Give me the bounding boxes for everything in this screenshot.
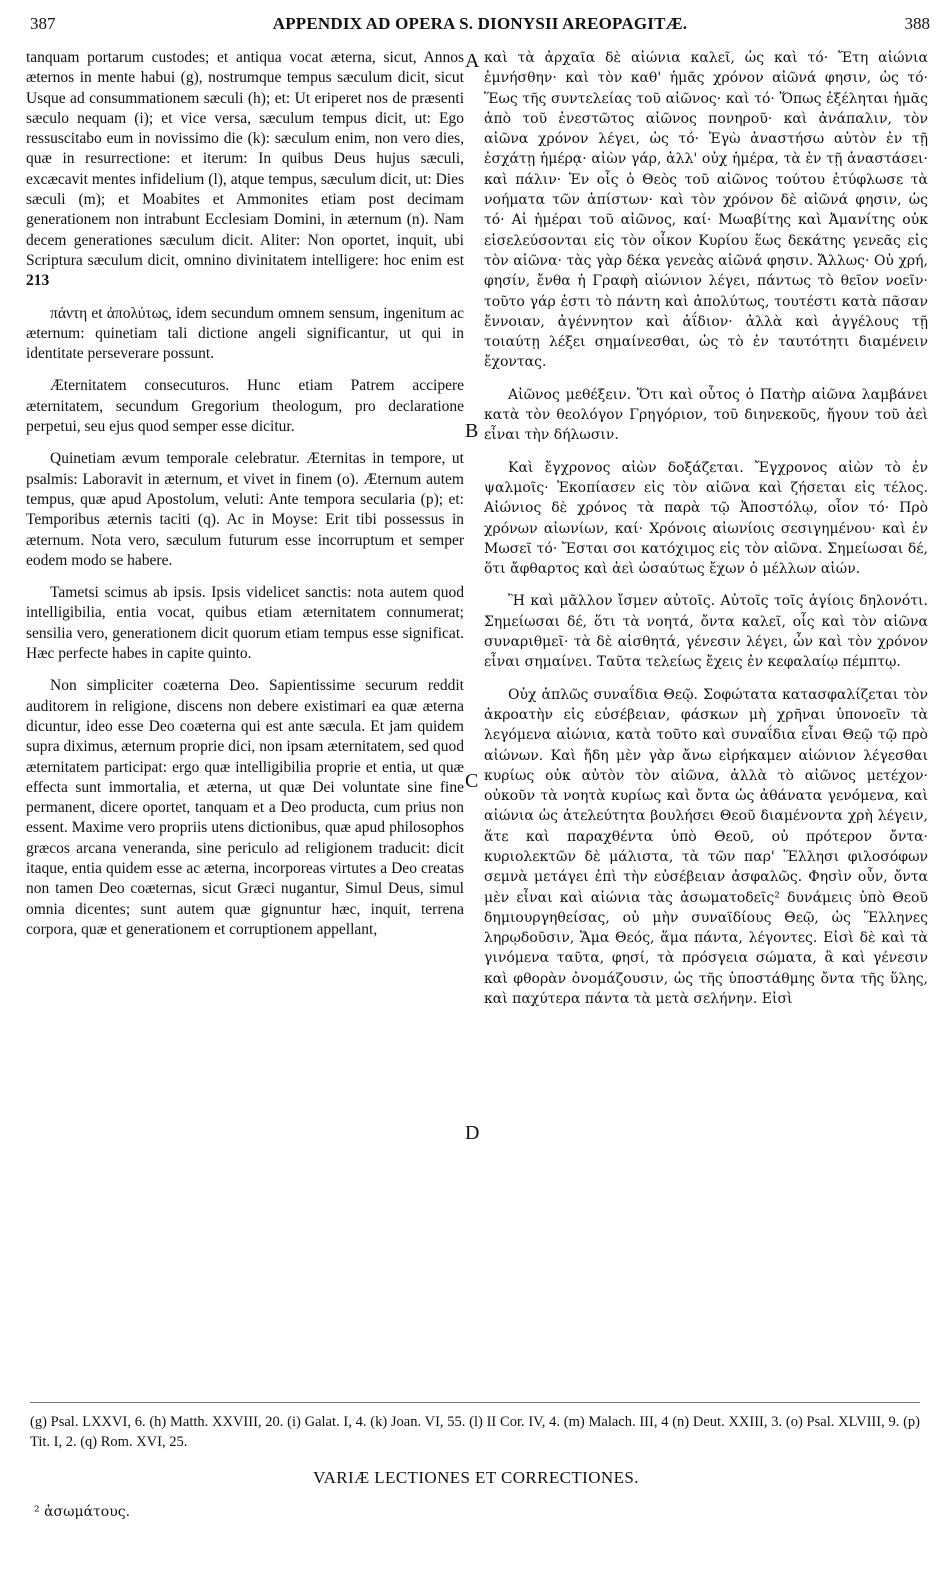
greek-paragraph-4: Ἢ καὶ μᾶλλον ἴσμεν αὐτοῖς. Αὐτοῖς τοῖς ἁγίοις δηλονότι. Σημείωσαι δέ, ὅτι τὰ νοητά, ὄντα καλεῖ, οἷς καὶ τὸν αἰῶνα συναριθμεῖ· τὰ δὲ αἰσθητά, γένεσιν λέγει, ὧν καὶ τὸν χρόνον εἶναι σημαίνει. Ταῦτα τελείως ἔχεις ἐν κεφαλαίῳ πέμπτῳ.	[484, 593, 928, 671]
margin-letter-b: B	[465, 420, 479, 442]
latin-paragraph-2: πάντη et ἀπολύτως, idem secundum omnem sensum, ingenitum ac æternum: quinetiam tali dictione angeli significantur, ut qui in identitate perseverare possunt.	[26, 304, 464, 363]
margin-letter-c: C	[465, 770, 479, 792]
column-reference: 213	[26, 272, 50, 290]
greek-paragraph-5: Οὐχ ἁπλῶς συναΐδια Θεῷ. Σοφώτατα κατασφαλίζεται τὸν ἀκροατὴν εἰς εὐσέβειαν, φάσκων μὴ χρῆναι ὑπονοεῖν τὰ λεγόμενα αἰώνια, κατὰ τοῦτο καὶ συναΐδια εἶναι Θεῷ τῷ πρὸ αἰώνων. Καὶ ἤδη μὲν γὰρ ἄνω εἰρήκαμεν αἰώνιον λέγεσθαι κυρίως οὐκ αὐτὸν τὸν αἰῶνα, ἀλλὰ τὸ αἰῶνος μετέχον· οὐκοῦν τὰ νοητὰ κυρίως καὶ ὄντα ὡς ἀθάνατα γενόμενα, καὶ αἰώνια ὡς ἀτελεύτητα βουλήσει Θεοῦ διαμένοντα χρὴ λέγειν, ἅτε καὶ παραχθέντα ὑπὸ Θεοῦ, οὐ πρότερον ὄντα· κυριολεκτῶν δὲ μάλιστα, τὰ τῶν παρ' Ἕλλησι φιλοσόφων σεμνὰ μετάγει ἐπὶ τὴν εὐσέβειαν ἀσφαλῶς. Φησὶν οὖν, ὄντα μὲν εἶναι καὶ αἰώνια τὰς ἀσωματοδεῖς² δυνάμεις ὑπὸ Θεοῦ δημιουργηθείσας, οὐ μὴν συναϊδίους Θεῷ, ὡς Ἕλληνες ληρῳδοῦσιν, Ἅμα Θεός, ἅμα πάντα, λέγοντες. Εἰσὶ δὲ καὶ τὰ γινόμενα ταῦτα, φησί, τὰ πρόσγεια σώματα, ἃ καὶ γένεσιν καὶ φθορὰν ὀνομάζουσιν, ὡς τῆς ὑποστάθμης ὄντα τῆς ὕλης, καὶ παχύτερα πάντα τὰ μετὰ σελήνην. Εἰσὶ	[484, 686, 928, 1008]
footnote: ² ἀσωμάτους.	[34, 1504, 131, 1520]
running-title: APPENDIX AD OPERA S. DIONYSII AREOPAGITÆ.	[272, 14, 688, 33]
notes-divider	[30, 1402, 920, 1403]
page-number-right: 388	[904, 14, 930, 33]
latin-column	[26, 48, 464, 952]
latin-paragraph-1: tanquam portarum custodes; et antiqua vocat æterna, sicut, Annos æternos in mente habui (g), nostrumque tempus sæculum dicit, sicut Usque ad consummationem sæculi (h); et: Ut eriperet nos de præsenti sæculo nequam (i); et vice versa, sæculum tempus dicit, ut: Ego ressuscitabo eum in novissimo die (k): sæculum enim, non vero dies, quæ in resurrectione: et iterum: In quibus Deus hujus sæculi, excæcavit mentes infidelium (l), atque tempus, sæculum dicit, ut: Dies sæculi (m); et Moabites et Ammonites etiam post decimam generationem non intrabunt Ecclesiam Domini, in æternum (n). Nam decem generationes sæculum dicit. Aliter: Non oportet, inquit, ubi Scriptura sæculum dicit, omnino divinitatem intelligere: hoc enim est 213	[26, 49, 464, 290]
greek-paragraph-1: καὶ τὰ ἀρχαῖα δὲ αἰώνια καλεῖ, ὡς καὶ τό· Ἔτη αἰώνια ἐμνήσθην· καὶ τὸν καθ' ἡμᾶς χρόνον αἰῶνά φησιν, ὡς τό· Ἕως τῆς συντελείας τοῦ αἰῶνος· καὶ τό· Ὅπως ἐξέληται ἡμᾶς ἀπὸ τοῦ ἐνεστῶτος αἰῶνος πονηροῦ· καὶ ἀνάπαλιν, τὸν αἰῶνα χρόνον λέγει, ὡς τό· Ἐγὼ ἀναστήσω αὐτὸν ἐν τῇ ἐσχάτῃ ἡμέρᾳ· αἰὼν γάρ, ἀλλ' οὐχ ἡμέρα, τὰ ἐν τῇ ἀναστάσει· καὶ πάλιν· Ἐν οἷς ὁ Θεὸς τοῦ αἰῶνος τούτου ἐτύφλωσε τὰ νοήματα τῶν ἀπίστων· καὶ τὸν χρόνον δὲ αἰῶνά φησιν, ὡς τό· Αἱ ἡμέραι τοῦ αἰῶνος, καί· Μωαβίτης καὶ Ἀμανίτης οὐκ εἰσελεύσονται εἰς τὸν οἶκον Κυρίου ἕως δεκάτης γενεᾶς εἰς τὸν αἰῶνα· τὰς γὰρ δέκα γενεὰς αἰῶνά φησιν. Ἄλλως· Οὐ χρή, φησίν, ἔνθα ἡ Γραφὴ αἰώνιον λέγει, πάντως τὸ θεῖον νοεῖν· τοῦτο γάρ ἐστι τὸ πάντη καὶ ἀπολύτως, τουτέστι κατὰ πᾶσαν ἔννοιαν, ἀγέννητον καὶ ἀΐδιον· ἀλλὰ καὶ ἀγγέλους τῇ τοιαύτῃ λέξει σημαίνεσθαι, ὡς τὸ ἐν ταυτότητι διαμένειν ἔχοντας.	[484, 50, 928, 371]
greek-paragraph-3: Καὶ ἔγχρονος αἰὼν δοξάζεται. Ἔγχρονος αἰὼν τὸ ἐν ψαλμοῖς· Ἐκοπίασεν εἰς τὸν αἰῶνα καὶ ζήσεται εἰς τέλος. Αἰώνιος δὲ χρόνος τὰ παρὰ τῷ Ἀποστόλῳ, οἷον τό· Πρὸ χρόνων αἰωνίων, καί· Χρόνοις αἰωνίοις σεσιγημένου· καὶ ἐν Μωσεῖ τό· Ἔσται σοι κατόχιμος εἰς τὸν αἰῶνα. Σημείωσαι δέ, ὅτι ἄφθαρτος καὶ ἀεὶ ὡσαύτως ἔχων ὁ μέλλων αἰών.	[484, 459, 928, 578]
margin-letter-a: A	[465, 50, 480, 72]
running-header	[30, 10, 930, 40]
latin-paragraph-4: Quinetiam ævum temporale celebratur. Æternitas in tempore, ut psalmis: Laboravit in æternum, et vivet in finem (o). Æternum autem tempus, quæ apud Apostolum, veluti: Ante tempora secularia (p); et: Temporibus æternis taciti (q). Ac in Moyse: Erit tibi possessus in æternum. Nota vero, sæculum futurum esse incorruptum et semper eodem modo se habere.	[26, 450, 464, 569]
greek-column	[484, 48, 928, 1021]
greek-paragraph-2: Αἰῶνος μεθέξειν. Ὅτι καὶ οὗτος ὁ Πατὴρ αἰῶνα λαμβάνει κατὰ τὸν θεολόγον Γρηγόριον, τοῦ διηνεκοῦς, ἤγουν τοῦ ἀεὶ εἶναι τὴν δήλωσιν.	[484, 386, 928, 444]
latin-paragraph-5: Tametsi scimus ab ipsis. Ipsis videlicet sanctis: nota autem quod intelligibilia, entia vocat, quibus etiam æternitatem connumerat; sensilia vero, generationem dicit quorum etiam tempus esse significat. Hæc perfecte habes in capite quinto.	[26, 584, 464, 663]
margin-letter-d: D	[465, 1122, 480, 1144]
page-number-left: 387	[30, 14, 56, 33]
latin-paragraph-3: Æternitatem consecuturos. Hunc etiam Patrem accipere æternitatem, secundum Gregorium theologum, pro declaratione perpetui, seu ejus quod semper esse dicitur.	[26, 377, 464, 436]
scripture-notes: (g) Psal. LXXVI, 6. (h) Matth. XXVIII, 20. (i) Galat. I, 4. (k) Joan. VI, 55. (l) II Cor. IV, 4. (m) Malach. III, 4 (n) Deut. XXIII, 3. (o) Psal. XLVIII, 9. (p) Tit. I, 2. (q) Rom. XVI, 25.	[30, 1414, 920, 1450]
variae-lectiones-heading: VARIÆ LECTIONES ET CORRECTIONES.	[313, 1468, 639, 1487]
latin-paragraph-6: Non simpliciter coæterna Deo. Sapientissime securum reddit auditorem in religione, discens non debere existimari ea quæ æterna dicuntur, ideo esse Deo coæterna qui est ante sæcula. Et jam quidem supra diximus, æternum proprie dici, non ipsam æternitatem, sed quod æternitatem participat: ergo quæ intelligibilia proprie et entia, ut quæ effecta sunt immortalia, et æterna, ut quæ Dei voluntate sine fine permanent, dicere oportet, tanquam et a Deo producta, cum prius non essent. Maxime vero propriis utens dictionibus, quæ apud philosophos græcos arcana veneranda, sine periculo ad religionem traducit: dicit itaque, entia quidem esse ac æterna, incorporeas virtutes a Deo creatas non tamen Deo coæternas, sicut Græci nugantur, Simul Deus, simul omnia dicentes; sunt autem quæ gignuntur hæc, inquit, terrena corpora, quæ et generationem et corruptionem appellant,	[26, 677, 464, 938]
